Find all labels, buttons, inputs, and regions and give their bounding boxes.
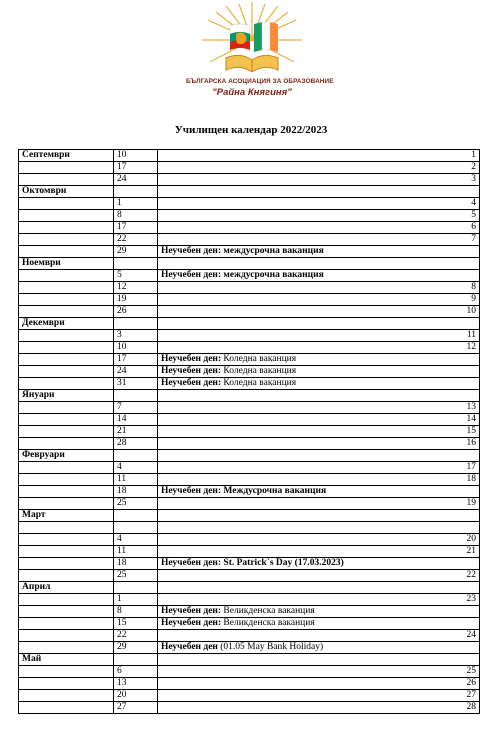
month-cell [19, 414, 114, 426]
day-cell: 18 [114, 486, 158, 498]
note-text: Коледна ваканция [221, 366, 297, 376]
day-cell: 11 [114, 474, 158, 486]
calendar-row [19, 426, 480, 438]
calendar-row [19, 186, 480, 198]
note-cell [158, 282, 480, 294]
month-cell [19, 426, 114, 438]
calendar-row [19, 510, 480, 522]
month-cell [19, 606, 114, 618]
calendar-row [19, 558, 480, 570]
calendar-row [19, 270, 480, 282]
calendar-row [19, 378, 480, 390]
day-cell: 15 [114, 618, 158, 630]
note-cell [158, 186, 480, 198]
day-cell: 22 [114, 630, 158, 642]
note-cell [158, 582, 480, 594]
note-cell [158, 174, 480, 186]
note-cell [158, 678, 480, 690]
note-cell [158, 366, 480, 378]
note-cell [158, 546, 480, 558]
note-cell [158, 510, 480, 522]
note-cell [158, 606, 480, 618]
day-cell: 13 [114, 678, 158, 690]
calendar-row [19, 630, 480, 642]
note-label: Неучебен ден [161, 642, 218, 652]
month-cell: Април [19, 582, 114, 594]
month-cell [19, 306, 114, 318]
note-cell [158, 210, 480, 222]
note-cell [158, 702, 480, 714]
lesson-number: 5 [471, 210, 476, 220]
calendar-row [19, 330, 480, 342]
month-cell: Ноември [19, 258, 114, 270]
day-cell: 28 [114, 438, 158, 450]
calendar-row [19, 462, 480, 474]
lesson-number: 4 [471, 198, 476, 208]
lesson-number: 20 [466, 534, 476, 544]
organization-logo [196, 0, 308, 100]
lesson-number: 2 [471, 162, 476, 172]
day-cell [114, 654, 158, 666]
month-cell [19, 690, 114, 702]
note-label: Неучебен ден: [161, 606, 222, 616]
calendar-row [19, 474, 480, 486]
calendar-row [19, 594, 480, 606]
month-cell [19, 498, 114, 510]
lesson-number: 23 [466, 594, 476, 604]
calendar-row [19, 222, 480, 234]
note-cell [158, 630, 480, 642]
note-cell [158, 198, 480, 210]
lesson-number: 26 [466, 678, 476, 688]
note-cell [158, 162, 480, 174]
calendar-row [19, 390, 480, 402]
note-label: Неучебен ден: [161, 378, 222, 388]
day-cell: 20 [114, 690, 158, 702]
lesson-number: 15 [466, 426, 476, 436]
note-cell [158, 594, 480, 606]
calendar-row [19, 198, 480, 210]
day-cell [114, 258, 158, 270]
lesson-number: 16 [466, 438, 476, 448]
lesson-number: 27 [466, 690, 476, 700]
lesson-number: 17 [466, 462, 476, 472]
month-cell [19, 282, 114, 294]
day-cell: 25 [114, 498, 158, 510]
month-cell: Май [19, 654, 114, 666]
month-cell [19, 486, 114, 498]
month-cell [19, 678, 114, 690]
note-cell [158, 534, 480, 546]
note-cell [158, 390, 480, 402]
month-cell [19, 198, 114, 210]
note-cell [158, 246, 480, 258]
day-cell: 10 [114, 150, 158, 162]
day-cell: 18 [114, 558, 158, 570]
calendar-row [19, 342, 480, 354]
note-text: (01.05 May Bank Holiday) [217, 642, 324, 652]
note-label: Неучебен ден: междусрочна ваканция [161, 246, 324, 256]
month-cell [19, 378, 114, 390]
day-cell: 22 [114, 234, 158, 246]
calendar-row [19, 438, 480, 450]
day-cell: 10 [114, 342, 158, 354]
month-cell [19, 558, 114, 570]
month-cell [19, 342, 114, 354]
school-calendar-table [18, 149, 480, 714]
lesson-number: 21 [466, 546, 476, 556]
calendar-row [19, 414, 480, 426]
note-cell [158, 330, 480, 342]
month-cell [19, 642, 114, 654]
calendar-row [19, 150, 480, 162]
lesson-number: 10 [466, 306, 476, 316]
note-cell [158, 486, 480, 498]
lesson-number: 8 [471, 282, 476, 292]
calendar-row [19, 354, 480, 366]
calendar-row [19, 294, 480, 306]
calendar-row [19, 162, 480, 174]
note-cell [158, 498, 480, 510]
lesson-number: 6 [471, 222, 476, 232]
calendar-row [19, 582, 480, 594]
lesson-number: 25 [466, 666, 476, 676]
month-cell: Декември [19, 318, 114, 330]
note-text: Великденска ваканция [221, 618, 315, 628]
day-cell [114, 318, 158, 330]
day-cell: 4 [114, 462, 158, 474]
month-cell: Януари [19, 390, 114, 402]
note-cell [158, 666, 480, 678]
day-cell: 1 [114, 594, 158, 606]
calendar-row [19, 534, 480, 546]
month-cell [19, 330, 114, 342]
organization-name: БЪЛГАРСКА АСОЦИАЦИЯ ЗА ОБРАЗОВАНИЕ [186, 78, 334, 85]
note-cell [158, 450, 480, 462]
month-cell [19, 438, 114, 450]
calendar-row [19, 366, 480, 378]
note-cell [158, 462, 480, 474]
lesson-number: 19 [466, 498, 476, 508]
day-cell [114, 186, 158, 198]
day-cell: 14 [114, 414, 158, 426]
calendar-row [19, 654, 480, 666]
day-cell: 8 [114, 210, 158, 222]
lesson-number: 22 [466, 570, 476, 580]
day-cell: 4 [114, 534, 158, 546]
calendar-row [19, 618, 480, 630]
month-cell [19, 174, 114, 186]
month-cell [19, 246, 114, 258]
note-cell [158, 474, 480, 486]
month-cell [19, 210, 114, 222]
day-cell [114, 522, 158, 534]
month-cell [19, 702, 114, 714]
day-cell: 17 [114, 222, 158, 234]
note-cell [158, 378, 480, 390]
calendar-row [19, 498, 480, 510]
calendar-row [19, 522, 480, 534]
note-cell [158, 522, 480, 534]
day-cell: 1 [114, 198, 158, 210]
calendar-row [19, 318, 480, 330]
calendar-row [19, 570, 480, 582]
note-cell [158, 402, 480, 414]
day-cell: 29 [114, 246, 158, 258]
month-cell [19, 366, 114, 378]
month-cell: Октомври [19, 186, 114, 198]
calendar-row [19, 450, 480, 462]
day-cell [114, 450, 158, 462]
note-cell [158, 234, 480, 246]
note-label: Неучебен ден: междусрочна ваканция [161, 270, 324, 280]
month-cell [19, 534, 114, 546]
day-cell: 31 [114, 378, 158, 390]
note-cell [158, 150, 480, 162]
lesson-number: 13 [466, 402, 476, 412]
month-cell [19, 222, 114, 234]
month-cell: Февруари [19, 450, 114, 462]
month-cell [19, 294, 114, 306]
calendar-row [19, 402, 480, 414]
note-label: Неучебен ден: St. Patrick`s Day (17.03.2023) [161, 558, 344, 568]
note-cell [158, 222, 480, 234]
note-cell [158, 618, 480, 630]
logo-emblem-icon [196, 0, 308, 100]
note-cell [158, 354, 480, 366]
day-cell: 29 [114, 642, 158, 654]
day-cell: 25 [114, 570, 158, 582]
calendar-row [19, 486, 480, 498]
calendar-row [19, 282, 480, 294]
note-label: Неучебен ден: Междусрочна ваканция [161, 486, 327, 496]
lesson-number: 24 [466, 630, 476, 640]
note-cell [158, 306, 480, 318]
day-cell: 27 [114, 702, 158, 714]
calendar-row [19, 210, 480, 222]
month-cell [19, 474, 114, 486]
day-cell [114, 582, 158, 594]
calendar-row [19, 258, 480, 270]
note-cell [158, 438, 480, 450]
month-cell [19, 162, 114, 174]
day-cell: 26 [114, 306, 158, 318]
calendar-row [19, 174, 480, 186]
organization-subname: "Райна Княгиня" [212, 87, 292, 98]
calendar-row [19, 606, 480, 618]
day-cell: 24 [114, 366, 158, 378]
calendar-row [19, 546, 480, 558]
note-label: Неучебен ден: [161, 354, 222, 364]
lesson-number: 11 [466, 330, 476, 340]
calendar-row [19, 234, 480, 246]
day-cell: 24 [114, 174, 158, 186]
note-cell [158, 570, 480, 582]
calendar-row [19, 666, 480, 678]
calendar-row [19, 702, 480, 714]
month-cell [19, 270, 114, 282]
note-cell [158, 294, 480, 306]
note-cell [158, 342, 480, 354]
month-cell [19, 402, 114, 414]
month-cell [19, 546, 114, 558]
month-cell [19, 354, 114, 366]
day-cell [114, 390, 158, 402]
page-title: Училищен календар 2022/2023 [174, 124, 328, 136]
note-label: Неучебен ден: [161, 618, 222, 628]
note-cell [158, 270, 480, 282]
calendar-row [19, 246, 480, 258]
day-cell: 8 [114, 606, 158, 618]
note-text: Коледна ваканция [221, 378, 297, 388]
calendar-row [19, 306, 480, 318]
day-cell: 11 [114, 546, 158, 558]
day-cell: 12 [114, 282, 158, 294]
lesson-number: 18 [466, 474, 476, 484]
calendar-row [19, 690, 480, 702]
day-cell: 6 [114, 666, 158, 678]
month-cell [19, 570, 114, 582]
day-cell: 5 [114, 270, 158, 282]
lesson-number: 3 [471, 174, 476, 184]
note-cell [158, 654, 480, 666]
note-cell [158, 426, 480, 438]
month-cell [19, 618, 114, 630]
lesson-number: 14 [466, 414, 476, 424]
day-cell: 3 [114, 330, 158, 342]
day-cell: 19 [114, 294, 158, 306]
lesson-number: 7 [471, 234, 476, 244]
lesson-number: 12 [466, 342, 476, 352]
day-cell: 21 [114, 426, 158, 438]
day-cell: 7 [114, 402, 158, 414]
lesson-number: 9 [471, 294, 476, 304]
day-cell [114, 510, 158, 522]
note-text: Великденска ваканция [221, 606, 315, 616]
day-cell: 17 [114, 162, 158, 174]
note-text: Коледна ваканция [221, 354, 297, 364]
day-cell: 17 [114, 354, 158, 366]
month-cell [19, 522, 114, 534]
month-cell [19, 594, 114, 606]
note-cell [158, 690, 480, 702]
month-cell: Септември [19, 150, 114, 162]
note-cell [158, 414, 480, 426]
note-cell [158, 558, 480, 570]
month-cell [19, 666, 114, 678]
lesson-number: 1 [471, 150, 476, 160]
calendar-row [19, 642, 480, 654]
month-cell [19, 462, 114, 474]
calendar-row [19, 678, 480, 690]
month-cell: Март [19, 510, 114, 522]
note-cell [158, 318, 480, 330]
lesson-number: 28 [466, 702, 476, 712]
note-label: Неучебен ден: [161, 366, 222, 376]
month-cell [19, 234, 114, 246]
note-cell [158, 258, 480, 270]
month-cell [19, 630, 114, 642]
note-cell [158, 642, 480, 654]
